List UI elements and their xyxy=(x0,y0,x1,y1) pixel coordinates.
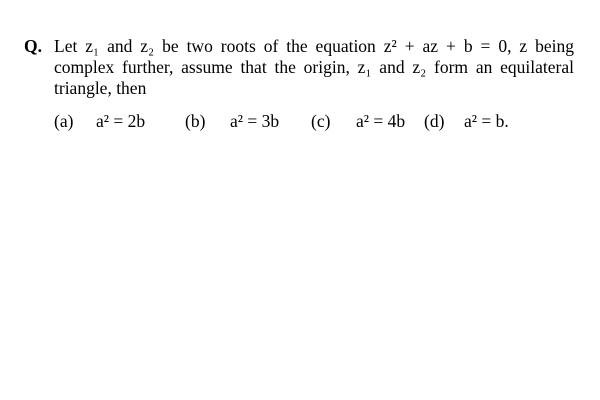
question-text xyxy=(54,36,574,99)
question-block xyxy=(24,36,574,99)
option-b-label: (b) xyxy=(185,111,206,131)
question-line-3: triangle, then xyxy=(54,78,147,98)
option-c-label: (c) xyxy=(311,111,331,131)
option-d-label: (d) xyxy=(424,111,445,131)
option-a-label: (a) xyxy=(54,111,74,131)
question-line-1: Let z₁ and z₂ be two roots of the equation z² + az + b = 0, z being xyxy=(54,36,574,56)
option-d-value: a² = b. xyxy=(464,111,509,131)
option-c-value: a² = 4b xyxy=(356,111,406,131)
option-a-value: a² = 2b xyxy=(96,111,146,131)
option-b-value: a² = 3b xyxy=(230,111,280,131)
question-label: Q. xyxy=(24,36,42,56)
question-line-2: complex further, assume that the origin, z₁ and z₂ form an equilateral xyxy=(54,57,574,77)
